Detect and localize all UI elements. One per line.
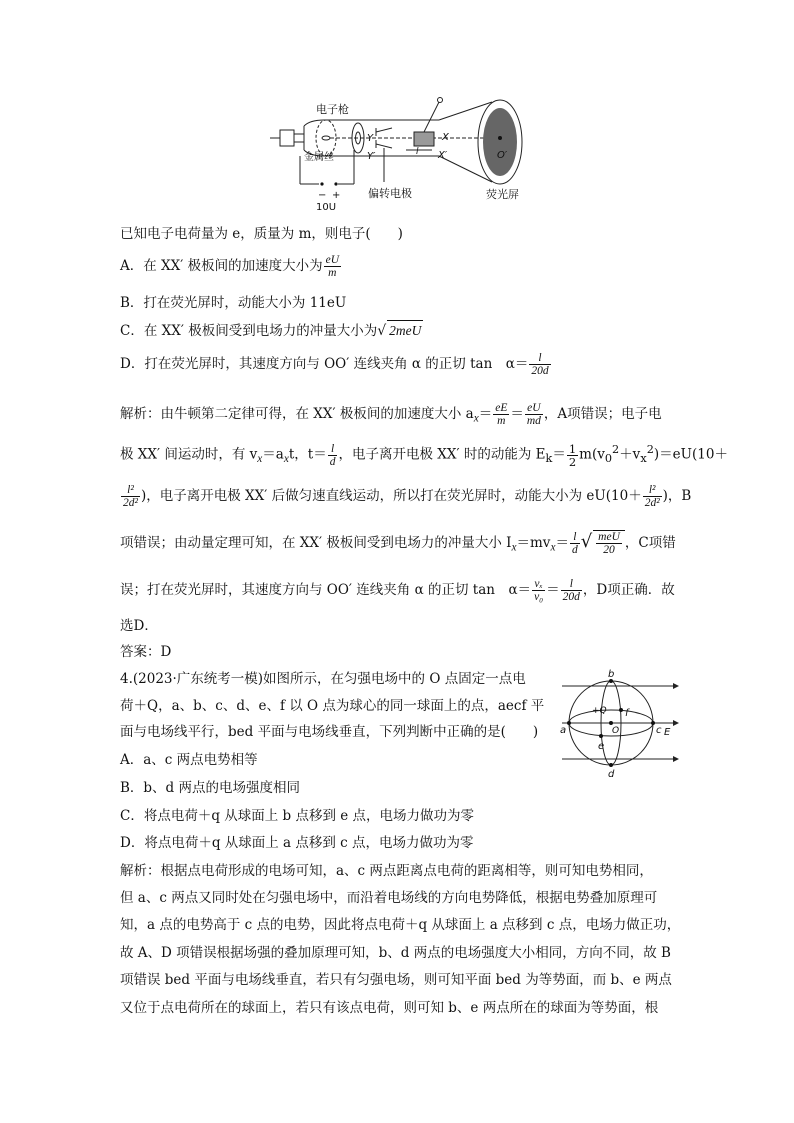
frac-den: d [571,544,578,556]
screen-label: 荧光屏 [486,188,519,201]
q3-a-text: A．在 XX′ 极板间的加速度大小为 [120,258,323,274]
text: ＋v [619,446,641,463]
text: ，D项正确．故 [582,582,675,598]
voltage-label: 10U [316,202,337,213]
charge-label: +Q [592,706,607,716]
q3-stem: 已知电子电荷量为 e，质量为 m，则电子( ) [120,226,403,242]
field-e-label: E [664,727,671,738]
q4-analysis-line-6: 又位于点电荷所在的球面上，若只有该点电荷，则可知 b、e 两点所在的球面为等势面，根 [120,1000,659,1016]
point-f-label: f [625,708,629,719]
text: )，电子离开电极 XX′ 后做匀速直线运动，所以打在荧光屏时，动能大小为 eU(10＋ [140,488,642,504]
q4-option-b: B．b、d 两点的电场强度相同 [120,780,300,796]
text: 解析：由牛顿第二定律可得，在 XX′ 极板间的加速度大小 a [120,406,474,422]
text: )，B [662,488,692,504]
frac-num: l² [643,484,662,497]
fraction [561,578,582,603]
text: ＝a [262,446,284,463]
point-o-label: O [612,726,620,736]
q4-stem-line-2: 荷＋Q，a、b、c、d、e、f 以 O 点为球心的同一球面上的点，aecf 平 [120,698,545,714]
text: t，t＝ [288,446,327,463]
fraction [493,402,509,427]
q3-analysis-line-1: 解析：由牛顿第二定律可得，在 XX′ 极板间的加速度大小 $a_x=$ $\frac{eE}{m}$ ＝ $\frac{eU}{md}$ ，A项错误；电子电 [120,402,662,427]
frac-num: l [328,443,338,456]
q4-analysis-line-3: 知，a 点的电势高于 c 点的电势，因此将点电荷＋q 从球面上 a 点移到 c 点，电场力做正功， [120,917,681,933]
q4-stem-line-3: 面与电场线平行，bed 平面与电场线垂直，下列判断中正确的是( ) [120,724,539,740]
frac-den: 2 [568,454,577,469]
q3-analysis-line-2: 极 XX′ 间运动时，有 $v_x=a_xt$，t＝ $\frac{l}{d}$ ，电子离开电极 XX′ 时的动能为 $E_k=$ $\frac{1}{2}$ $m(v_0^2+v_x^2)=eU(10+$ [120,441,728,469]
q3-a-fraction [324,254,341,279]
fraction [121,484,140,509]
gun-label: 电子枪 [316,103,349,116]
q4-stem-line-1: 4.(2023·广东统考一模)如图所示，在匀强电场中的 O 点固定一点电 [120,671,526,687]
q3-d-text: D．打在荧光屏时，其速度方向与 OO′ 连线夹角 α 的正切 tan α＝ [120,356,529,372]
q3-option-c: C．在 XX′ 极板间受到电场力的冲量大小为√ 2meU [120,320,423,341]
fraction [328,443,338,468]
frac-den: md [526,415,541,427]
q3-c-text: C．在 XX′ 极板间受到电场力的冲量大小为 [120,323,378,339]
frac-den: 20d [562,591,580,603]
frac-den: 2d² [644,497,660,509]
q3-analysis-line-3 [120,484,691,509]
x-prime-label: X′ [438,150,448,161]
q4-option-d: D．将点电荷＋q 从球面上 a 点移到 c 点，电场力做功为零 [120,835,474,851]
frac-den: m [497,415,506,427]
fraction [525,402,543,427]
text: ＝ [478,406,493,422]
point-b-label: b [608,669,615,680]
q4-option-a: A．a、c 两点电势相等 [120,752,258,768]
text: 极 XX′ 间运动时，有 v [120,446,258,463]
frac-den: d [329,455,336,468]
q3-d-fraction [529,352,550,377]
frac-den: 20 [603,544,615,556]
text: 项错误；由动量定理可知，在 XX′ 极板间受到电场力的冲量大小 I [120,535,512,551]
q4-analysis-line-5: 项错误 bed 平面与电场线垂直，若只有匀强电场，则可知平面 bed 为等势面，而 b、e 两点 [120,972,672,988]
q4-analysis-line-2: 但 a、c 两点又同时处在匀强电场中，而沿着电场线的方向电势降低，根据电势叠加原理可 [120,890,658,906]
sphere-field-diagram [556,667,686,799]
point-d-label: d [608,769,615,780]
q4-analysis-line-1: 解析：根据点电荷形成的电场可知，a、c 两点距离点电荷的距离相等，则可知电势相同， [120,863,653,879]
q3-answer: 答案：D [120,644,172,660]
frac-num: meU [598,531,620,543]
frac-num: eE [495,402,508,414]
q4-option-c: C．将点电荷＋q 从球面上 b 点移到 e 点，电场力做功为零 [120,808,475,824]
frac-num: vₓ [532,578,545,591]
frac-num: l [529,352,550,365]
text: )＝eU(10＋ [653,446,728,463]
plus-label: + [332,190,341,201]
frac-num: eU [325,254,340,266]
frac-num: l [570,531,580,544]
y-prime-label: Y′ [367,151,376,162]
fraction [532,578,545,603]
frac-den: 2d² [123,497,138,509]
text: 误；打在荧光屏时，其速度方向与 OO′ 连线夹角 α 的正切 tan α＝ [120,582,532,598]
text: ，C项错 [624,535,676,551]
text: ＝mv [516,535,551,551]
text: ＝ [552,446,566,463]
point-a-label: a [560,725,567,736]
q3-option-b: B．打在荧光屏时，动能大小为 11eU [120,295,347,311]
oscilloscope-diagram [264,92,564,214]
frac-num: 1 [568,441,577,456]
q3-option-d [120,352,552,377]
frac-num: eU [525,402,543,415]
deflector-label: 偏转电极 [368,187,412,200]
fraction [567,443,578,468]
frac-den: v₀ [534,591,544,603]
text: ，电子离开电极 XX′ 时的动能为 E [338,446,546,463]
frac-num: l² [121,484,140,497]
point-e-label: e [598,741,605,752]
frac-num: l [561,578,582,591]
text: ＝ [546,582,560,598]
y-label: Y [367,133,374,144]
q3-option-a [120,254,342,279]
x-label: X [442,132,449,143]
text: ，A项错误；电子电 [543,406,662,422]
o-prime-label: O′ [497,150,508,161]
fraction [596,531,622,556]
q3-c-sqrt: 2meU [387,320,423,341]
fraction [570,531,580,556]
q4-analysis-line-4: 故 A、D 项错误根据场强的叠加原理可知，b、d 两点的电场强度大小相同，方向不同，故 B [120,945,671,961]
point-c-label: c [656,725,662,736]
q3-analysis-line-4: 项错误；由动量定理可知，在 XX′ 极板间受到电场力的冲量大小 $I_x=mv_x=$ $\frac{l}{d}$ √ $\frac{\text{meU}}{20}$ ，C项错 [120,531,676,556]
filament-label: 金属丝 [304,152,334,163]
text: ＝ [555,535,569,551]
frac-den: m [328,267,337,279]
q3-analysis-line-6: 选D． [120,618,158,634]
frac-den: 20d [531,365,549,377]
text: m(v [579,446,605,463]
l-label: l [416,147,419,157]
fraction [643,484,662,509]
q3-analysis-line-5 [120,578,675,603]
minus-label: − [318,190,327,201]
